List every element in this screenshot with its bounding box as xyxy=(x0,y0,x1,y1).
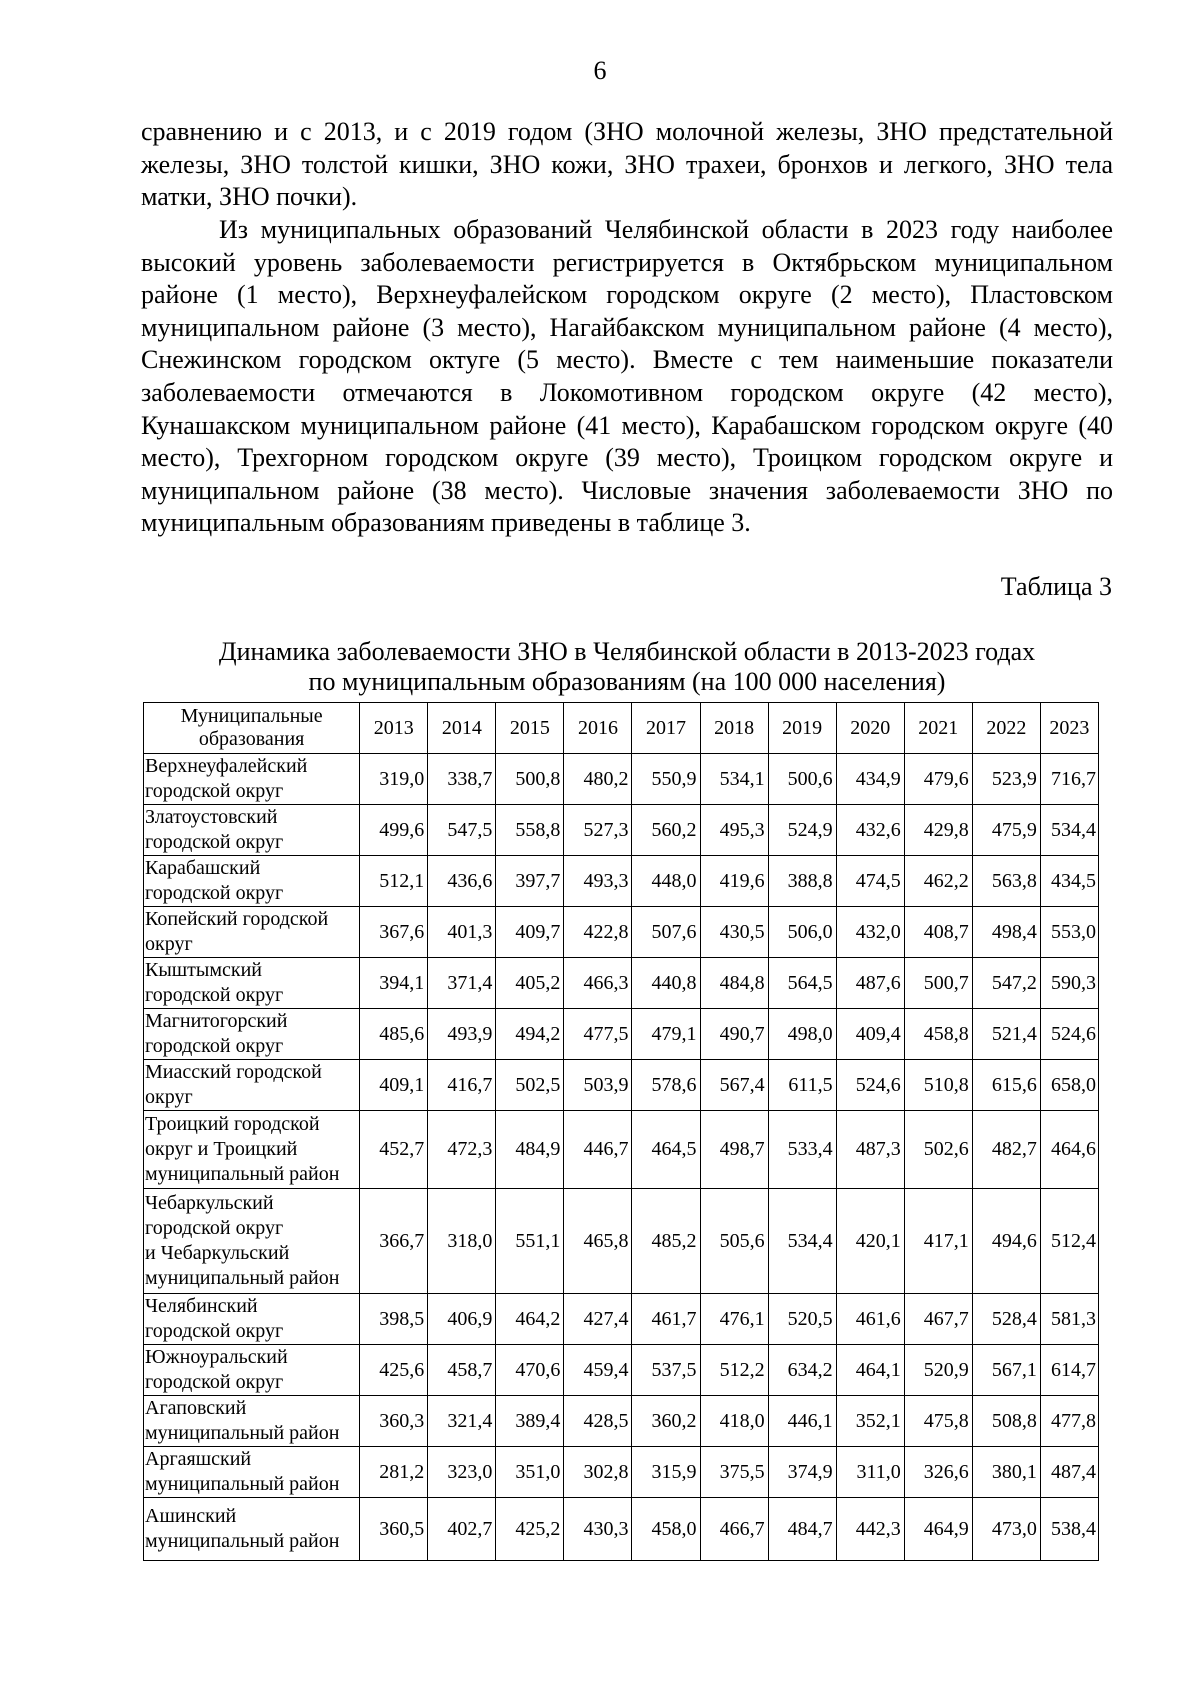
incidence-value: 581,3 xyxy=(1040,1294,1098,1345)
incidence-value: 440,8 xyxy=(632,958,700,1009)
incidence-value: 476,1 xyxy=(700,1294,768,1345)
incidence-value: 402,7 xyxy=(428,1498,496,1561)
incidence-value: 418,0 xyxy=(700,1396,768,1447)
incidence-value: 417,1 xyxy=(904,1189,972,1294)
incidence-value: 374,9 xyxy=(768,1447,836,1498)
municipality-name: Копейский городской округ xyxy=(144,907,360,958)
incidence-value: 494,2 xyxy=(496,1009,564,1060)
header-year: 2023 xyxy=(1040,703,1098,754)
incidence-value: 567,4 xyxy=(700,1060,768,1111)
incidence-value: 502,6 xyxy=(904,1111,972,1189)
incidence-value: 479,1 xyxy=(632,1009,700,1060)
table-row xyxy=(144,1060,1099,1111)
incidence-value: 442,3 xyxy=(836,1498,904,1561)
incidence-value: 498,0 xyxy=(768,1009,836,1060)
incidence-value: 503,9 xyxy=(564,1060,632,1111)
incidence-value: 482,7 xyxy=(972,1111,1040,1189)
incidence-value: 406,9 xyxy=(428,1294,496,1345)
incidence-value: 380,1 xyxy=(972,1447,1040,1498)
incidence-table xyxy=(143,702,1099,1561)
incidence-value: 500,8 xyxy=(496,754,564,805)
incidence-value: 524,6 xyxy=(836,1060,904,1111)
incidence-value: 493,3 xyxy=(564,856,632,907)
incidence-value: 475,8 xyxy=(904,1396,972,1447)
incidence-value: 398,5 xyxy=(360,1294,428,1345)
incidence-value: 351,0 xyxy=(496,1447,564,1498)
incidence-value: 494,6 xyxy=(972,1189,1040,1294)
incidence-value: 485,2 xyxy=(632,1189,700,1294)
table-row xyxy=(144,1294,1099,1345)
header-year: 2022 xyxy=(972,703,1040,754)
incidence-value: 475,9 xyxy=(972,805,1040,856)
incidence-value: 319,0 xyxy=(360,754,428,805)
incidence-value: 477,5 xyxy=(564,1009,632,1060)
header-year: 2014 xyxy=(428,703,496,754)
incidence-value: 502,5 xyxy=(496,1060,564,1111)
incidence-value: 547,2 xyxy=(972,958,1040,1009)
incidence-value: 558,8 xyxy=(496,805,564,856)
incidence-value: 473,0 xyxy=(972,1498,1040,1561)
incidence-value: 397,7 xyxy=(496,856,564,907)
incidence-value: 452,7 xyxy=(360,1111,428,1189)
incidence-value: 564,5 xyxy=(768,958,836,1009)
header-municipality: Муниципальные образования xyxy=(144,703,360,754)
incidence-value: 527,3 xyxy=(564,805,632,856)
incidence-value: 323,0 xyxy=(428,1447,496,1498)
incidence-value: 466,3 xyxy=(564,958,632,1009)
municipality-name: Агаповский муниципальный район xyxy=(144,1396,360,1447)
incidence-value: 590,3 xyxy=(1040,958,1098,1009)
incidence-value: 470,6 xyxy=(496,1345,564,1396)
header-year: 2020 xyxy=(836,703,904,754)
header-year: 2016 xyxy=(564,703,632,754)
incidence-value: 467,7 xyxy=(904,1294,972,1345)
incidence-value: 465,8 xyxy=(564,1189,632,1294)
incidence-value: 512,4 xyxy=(1040,1189,1098,1294)
incidence-value: 567,1 xyxy=(972,1345,1040,1396)
municipality-name: Чебаркульский городской округ и Чебаркульский муниципальный район xyxy=(144,1189,360,1294)
municipality-name: Карабашский городской округ xyxy=(144,856,360,907)
incidence-value: 524,9 xyxy=(768,805,836,856)
incidence-value: 510,8 xyxy=(904,1060,972,1111)
incidence-value: 420,1 xyxy=(836,1189,904,1294)
municipality-name: Миасский городской округ xyxy=(144,1060,360,1111)
incidence-value: 534,4 xyxy=(1040,805,1098,856)
header-year: 2019 xyxy=(768,703,836,754)
incidence-value: 553,0 xyxy=(1040,907,1098,958)
incidence-value: 487,3 xyxy=(836,1111,904,1189)
incidence-value: 409,1 xyxy=(360,1060,428,1111)
incidence-value: 434,5 xyxy=(1040,856,1098,907)
incidence-value: 500,6 xyxy=(768,754,836,805)
incidence-value: 430,5 xyxy=(700,907,768,958)
incidence-value: 360,5 xyxy=(360,1498,428,1561)
incidence-value: 614,7 xyxy=(1040,1345,1098,1396)
header-year: 2013 xyxy=(360,703,428,754)
incidence-value: 360,3 xyxy=(360,1396,428,1447)
municipality-name: Аргаяшский муниципальный район xyxy=(144,1447,360,1498)
table-row xyxy=(144,1345,1099,1396)
incidence-value: 371,4 xyxy=(428,958,496,1009)
incidence-value: 528,4 xyxy=(972,1294,1040,1345)
incidence-value: 430,3 xyxy=(564,1498,632,1561)
incidence-value: 563,8 xyxy=(972,856,1040,907)
incidence-value: 311,0 xyxy=(836,1447,904,1498)
incidence-value: 458,0 xyxy=(632,1498,700,1561)
incidence-value: 408,7 xyxy=(904,907,972,958)
incidence-value: 499,6 xyxy=(360,805,428,856)
table-caption xyxy=(141,637,1113,697)
incidence-value: 446,1 xyxy=(768,1396,836,1447)
header-year: 2018 xyxy=(700,703,768,754)
incidence-value: 611,5 xyxy=(768,1060,836,1111)
incidence-value: 432,6 xyxy=(836,805,904,856)
incidence-value: 389,4 xyxy=(496,1396,564,1447)
incidence-value: 493,9 xyxy=(428,1009,496,1060)
header-year: 2015 xyxy=(496,703,564,754)
incidence-value: 434,9 xyxy=(836,754,904,805)
table-row xyxy=(144,1111,1099,1189)
incidence-value: 394,1 xyxy=(360,958,428,1009)
incidence-value: 458,7 xyxy=(428,1345,496,1396)
table-row xyxy=(144,1189,1099,1294)
incidence-value: 464,1 xyxy=(836,1345,904,1396)
incidence-value: 512,1 xyxy=(360,856,428,907)
incidence-value: 485,6 xyxy=(360,1009,428,1060)
incidence-value: 521,4 xyxy=(972,1009,1040,1060)
incidence-value: 448,0 xyxy=(632,856,700,907)
incidence-value: 512,2 xyxy=(700,1345,768,1396)
incidence-value: 495,3 xyxy=(700,805,768,856)
table-row xyxy=(144,856,1099,907)
incidence-value: 338,7 xyxy=(428,754,496,805)
incidence-value: 432,0 xyxy=(836,907,904,958)
incidence-value: 428,5 xyxy=(564,1396,632,1447)
incidence-value: 658,0 xyxy=(1040,1060,1098,1111)
incidence-value: 409,4 xyxy=(836,1009,904,1060)
table-label: Таблица 3 xyxy=(1000,572,1112,601)
incidence-value: 505,6 xyxy=(700,1189,768,1294)
incidence-value: 533,4 xyxy=(768,1111,836,1189)
incidence-value: 326,6 xyxy=(904,1447,972,1498)
municipality-name: Верхнеуфалейский городской округ xyxy=(144,754,360,805)
incidence-value: 436,6 xyxy=(428,856,496,907)
municipality-name: Южноуральский городской округ xyxy=(144,1345,360,1396)
incidence-value: 484,7 xyxy=(768,1498,836,1561)
municipality-name: Златоустовский городской округ xyxy=(144,805,360,856)
incidence-value: 302,8 xyxy=(564,1447,632,1498)
incidence-value: 281,2 xyxy=(360,1447,428,1498)
incidence-value: 464,2 xyxy=(496,1294,564,1345)
table-row xyxy=(144,754,1099,805)
incidence-value: 479,6 xyxy=(904,754,972,805)
incidence-value: 547,5 xyxy=(428,805,496,856)
incidence-value: 487,4 xyxy=(1040,1447,1098,1498)
incidence-value: 315,9 xyxy=(632,1447,700,1498)
incidence-value: 429,8 xyxy=(904,805,972,856)
incidence-value: 466,7 xyxy=(700,1498,768,1561)
incidence-value: 321,4 xyxy=(428,1396,496,1447)
municipality-name: Магнитогорский городской округ xyxy=(144,1009,360,1060)
incidence-value: 615,6 xyxy=(972,1060,1040,1111)
incidence-value: 560,2 xyxy=(632,805,700,856)
incidence-value: 401,3 xyxy=(428,907,496,958)
table-row xyxy=(144,958,1099,1009)
incidence-value: 520,5 xyxy=(768,1294,836,1345)
incidence-value: 551,1 xyxy=(496,1189,564,1294)
incidence-value: 462,2 xyxy=(904,856,972,907)
table-row xyxy=(144,1009,1099,1060)
incidence-value: 425,2 xyxy=(496,1498,564,1561)
incidence-value: 461,6 xyxy=(836,1294,904,1345)
incidence-value: 506,0 xyxy=(768,907,836,958)
page-number: 6 xyxy=(593,56,607,85)
incidence-value: 416,7 xyxy=(428,1060,496,1111)
incidence-value: 360,2 xyxy=(632,1396,700,1447)
table-header-row xyxy=(144,703,1099,754)
municipality-name: Челябинский городской округ xyxy=(144,1294,360,1345)
incidence-value: 490,7 xyxy=(700,1009,768,1060)
incidence-value: 352,1 xyxy=(836,1396,904,1447)
municipality-name: Троицкий городской округ и Троицкий муниципальный район xyxy=(144,1111,360,1189)
incidence-value: 578,6 xyxy=(632,1060,700,1111)
incidence-value: 520,9 xyxy=(904,1345,972,1396)
incidence-value: 464,5 xyxy=(632,1111,700,1189)
incidence-value: 464,9 xyxy=(904,1498,972,1561)
table-row xyxy=(144,1396,1099,1447)
incidence-value: 461,7 xyxy=(632,1294,700,1345)
incidence-value: 318,0 xyxy=(428,1189,496,1294)
incidence-value: 366,7 xyxy=(360,1189,428,1294)
incidence-value: 474,5 xyxy=(836,856,904,907)
incidence-value: 367,6 xyxy=(360,907,428,958)
incidence-value: 446,7 xyxy=(564,1111,632,1189)
table-row xyxy=(144,805,1099,856)
incidence-value: 419,6 xyxy=(700,856,768,907)
incidence-value: 507,6 xyxy=(632,907,700,958)
incidence-value: 498,7 xyxy=(700,1111,768,1189)
incidence-value: 484,8 xyxy=(700,958,768,1009)
incidence-value: 375,5 xyxy=(700,1447,768,1498)
table-row xyxy=(144,1498,1099,1561)
incidence-value: 523,9 xyxy=(972,754,1040,805)
incidence-value: 500,7 xyxy=(904,958,972,1009)
incidence-value: 422,8 xyxy=(564,907,632,958)
incidence-value: 534,4 xyxy=(768,1189,836,1294)
incidence-value: 716,7 xyxy=(1040,754,1098,805)
incidence-value: 484,9 xyxy=(496,1111,564,1189)
incidence-value: 464,6 xyxy=(1040,1111,1098,1189)
incidence-value: 480,2 xyxy=(564,754,632,805)
table-row xyxy=(144,1447,1099,1498)
incidence-value: 425,6 xyxy=(360,1345,428,1396)
header-year: 2021 xyxy=(904,703,972,754)
table-caption-line-1: Динамика заболеваемости ЗНО в Челябинской области в 2013-2023 годах xyxy=(218,637,1036,666)
incidence-value: 498,4 xyxy=(972,907,1040,958)
incidence-value: 508,8 xyxy=(972,1396,1040,1447)
incidence-value: 388,8 xyxy=(768,856,836,907)
incidence-value: 634,2 xyxy=(768,1345,836,1396)
incidence-value: 550,9 xyxy=(632,754,700,805)
incidence-value: 409,7 xyxy=(496,907,564,958)
incidence-value: 538,4 xyxy=(1040,1498,1098,1561)
municipality-name: Ашинский муниципальный район xyxy=(144,1498,360,1561)
table-caption-line-2: по муниципальным образованиям (на 100 000 населения) xyxy=(308,667,946,696)
incidence-value: 524,6 xyxy=(1040,1009,1098,1060)
incidence-value: 534,1 xyxy=(700,754,768,805)
municipality-name: Кыштымский городской округ xyxy=(144,958,360,1009)
incidence-value: 459,4 xyxy=(564,1345,632,1396)
incidence-value: 537,5 xyxy=(632,1345,700,1396)
incidence-value: 487,6 xyxy=(836,958,904,1009)
paragraph-1: сравнению и с 2013, и с 2019 годом (ЗНО молочной железы, ЗНО предстательной железы, ЗНО толстой кишки, ЗНО кожи, ЗНО трахеи, бронхов и легкого, ЗНО тела матки, ЗНО почки). xyxy=(141,117,1113,212)
table-row xyxy=(144,907,1099,958)
incidence-value: 477,8 xyxy=(1040,1396,1098,1447)
incidence-value: 405,2 xyxy=(496,958,564,1009)
incidence-value: 458,8 xyxy=(904,1009,972,1060)
incidence-value: 427,4 xyxy=(564,1294,632,1345)
header-year: 2017 xyxy=(632,703,700,754)
incidence-value: 472,3 xyxy=(428,1111,496,1189)
paragraph-2: Из муниципальных образований Челябинской области в 2023 году наиболее высокий уровень заболеваемости регистрируется в Октябрьском муниципальном районе (1 место), Верхнеуфалейском городском округе (2 место), Пластовском муниципальном районе (3 место), Нагайбакском муниципальном районе (4 место), Снежинском городском октуге (5 место). Вместе с тем наименьшие показатели заболеваемости отмечаются в Локомотивном городском округе (42 место), Кунашакском муниципальном районе (41 место), Карабашском городском округе (40 место), Трехгорном городском округе (39 место), Троицком городском округе и муниципальном районе (38 место). Числовые значения заболеваемости ЗНО по муниципальным образованиям приведены в таблице 3. xyxy=(141,215,1113,538)
